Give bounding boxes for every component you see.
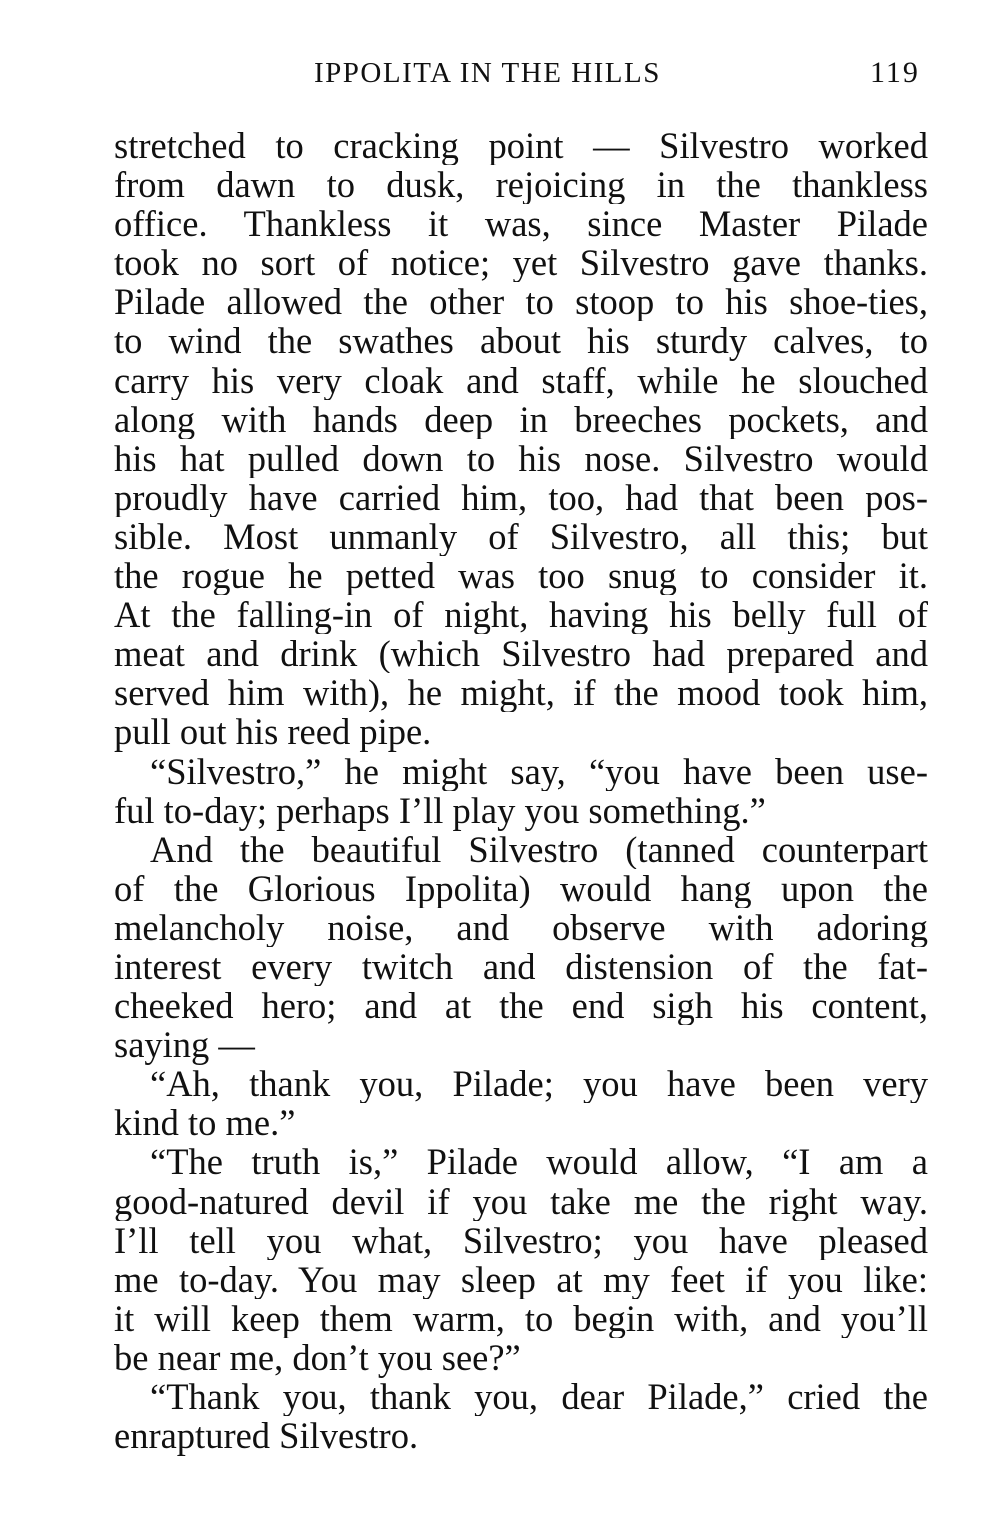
text-line: I’ll tell you what, Silvestro; you have pleased [114, 1220, 928, 1260]
text-line: sible. Most unmanly of Silvestro, all this; but [114, 516, 928, 557]
text-line: ful to-day; perhaps I’ll play you something.” [114, 789, 766, 831]
text-line: “Silvestro,” he might say, “you have been use- [150, 751, 928, 791]
text-line: of the Glorious Ippolita) would hang upon the [114, 868, 928, 908]
text-line: melancholy noise, and observe with adoring [114, 907, 928, 947]
text-line: along with hands deep in breeches pockets, and [114, 399, 928, 439]
running-head [0, 56, 1000, 96]
text-line: enraptured Silvestro. [114, 1415, 419, 1457]
text-line: stretched to cracking point — Silvestro worked [114, 126, 928, 166]
text-line: carry his very cloak and staff, while he slouched [114, 360, 928, 400]
text-line: to wind the swathes about his sturdy calves, to [114, 321, 928, 361]
text-line: it will keep them warm, to begin with, and you’ll [114, 1298, 928, 1338]
text-line: “Ah, thank you, Pilade; you have been very [150, 1064, 928, 1104]
text-line: the rogue he petted was too snug to consider it. [114, 556, 928, 596]
text-line: cheeked hero; and at the end sigh his content, [114, 986, 928, 1026]
text-line: served him with), he might, if the mood took him, [114, 673, 928, 713]
text-line: And the beautiful Silvestro (tanned counterpart [150, 829, 928, 869]
body-text [114, 126, 928, 1455]
text-line: me to-day. You may sleep at my feet if you like: [114, 1259, 928, 1299]
text-line: office. Thankless it was, since Master Pilade [114, 204, 928, 244]
text-line: At the falling-in of night, having his belly full of [114, 595, 928, 635]
page-number: 119 [870, 56, 920, 89]
text-line: interest every twitch and distension of the fat- [114, 946, 928, 987]
text-line: saying — [114, 1024, 255, 1066]
text-line: “Thank you, thank you, dear Pilade,” cried the [150, 1377, 928, 1417]
text-line: good-natured devil if you take me the right way. [114, 1181, 928, 1221]
text-line: Pilade allowed the other to stoop to his shoe-ties, [114, 282, 928, 322]
text-line: pull out his reed pipe. [114, 711, 432, 753]
text-line: be near me, don’t you see?” [114, 1336, 521, 1378]
running-title: IPPOLITA IN THE HILLS [314, 57, 661, 89]
text-line: meat and drink (which Silvestro had prepared and [114, 634, 928, 674]
text-line: from dawn to dusk, rejoicing in the thankless [114, 165, 928, 205]
text-line: his hat pulled down to his nose. Silvestro would [114, 438, 928, 478]
text-line: proudly have carried him, too, had that been pos- [114, 477, 928, 517]
text-line: took no sort of notice; yet Silvestro gave thanks. [114, 243, 928, 283]
text-line: “The truth is,” Pilade would allow, “I am a [150, 1142, 928, 1182]
text-line: kind to me.” [114, 1102, 296, 1144]
